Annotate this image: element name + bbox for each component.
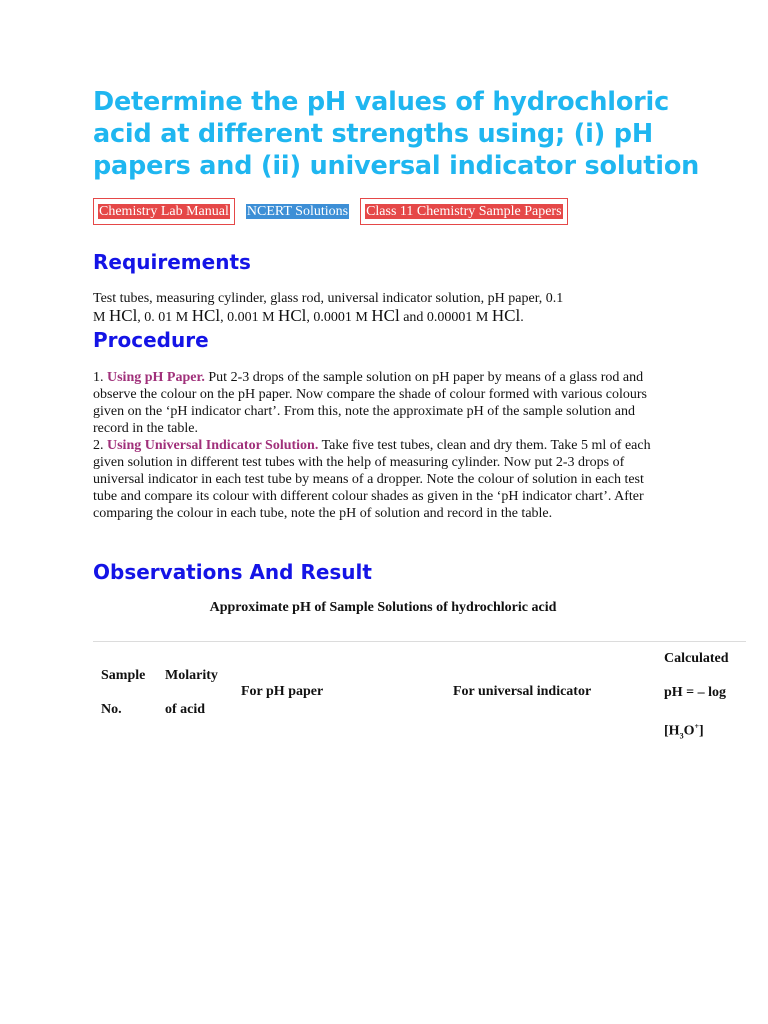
- document-page: [93, 86, 729, 741]
- header-text: Calculated: [664, 651, 729, 666]
- concentration: and 0.00001: [399, 310, 473, 325]
- requirements-text: [93, 290, 671, 326]
- step-number: 1.: [93, 370, 104, 385]
- tag-class-11-sample-papers[interactable]: [360, 198, 567, 225]
- header-text: ]: [699, 723, 704, 739]
- hcl-formula: HCl: [491, 306, 521, 325]
- header-ph-paper: For pH paper: [241, 684, 324, 699]
- hcl-formula: HCl: [371, 306, 400, 325]
- punctuation: .: [520, 310, 524, 325]
- header-text: Sample: [101, 668, 146, 683]
- requirements-line: Test tubes, measuring cylinder, glass rod, universal indicator solution, pH paper, 0.1: [93, 291, 564, 306]
- concentration: , 0.001: [220, 310, 259, 325]
- requirements-heading: Requirements: [93, 250, 251, 274]
- header-text: O: [683, 723, 695, 739]
- tag-chemistry-lab-manual[interactable]: [93, 198, 235, 225]
- header-text: [H: [664, 723, 680, 739]
- hcl-formula: HCl: [108, 306, 138, 325]
- tag-list: [93, 198, 568, 225]
- procedure-heading: Procedure: [93, 328, 209, 352]
- molar-unit: M: [475, 310, 489, 325]
- concentration: , 0.0001: [306, 310, 352, 325]
- header-calculated-ph: [664, 650, 729, 744]
- header-text: pH = – log: [664, 685, 727, 700]
- step-label: Using pH Paper.: [107, 370, 205, 385]
- molar-unit: M: [355, 310, 368, 325]
- molar-unit: M: [262, 310, 275, 325]
- observations-heading: Observations And Result: [93, 560, 372, 584]
- concentration: , 0. 01: [137, 310, 173, 325]
- header-text: of acid: [165, 702, 206, 717]
- table-top-rule: [93, 641, 746, 642]
- header-universal-indicator: For universal indicator: [453, 684, 592, 699]
- hcl-formula: HCl: [278, 306, 307, 325]
- header-sample-no: [101, 667, 145, 718]
- header-text: Molarity: [165, 668, 218, 683]
- tag-label[interactable]: Chemistry Lab Manual: [99, 204, 229, 219]
- step-number: 2.: [93, 438, 104, 453]
- page-title: Determine the pH values of hydrochloric acid at different strengths using; (i) pH papers and (ii) universal indicator solution: [93, 87, 700, 181]
- header-text: No.: [101, 702, 122, 717]
- step-label: Using Universal Indicator Solution.: [107, 438, 319, 453]
- procedure-text: [93, 369, 671, 522]
- step-text: Take five test tubes, clean and dry them. Take 5 ml of each given solution in different test tubes with the help of measuring cylinder. Now put 2-3 drops of universal indicator in each test tube by means of a dropper. Note the colour of solution in each test tube and compare its colour with different colour shades as given in the ‘pH indicator chart’. After comparing the colour in each tube, note the pH of solution and record in the table.: [93, 438, 651, 521]
- tag-label[interactable]: Class 11 Chemistry Sample Papers: [366, 204, 562, 219]
- tag-label[interactable]: NCERT Solutions: [246, 204, 349, 219]
- hcl-formula: HCl: [191, 306, 221, 325]
- superscript: +: [694, 722, 700, 731]
- molar-unit: M: [93, 310, 106, 325]
- step-text: Put 2-3 drops of the sample solution on pH paper by means of a glass rod and observe the colour on the pH paper. Now compare the shade of colour formed with various colours given on the ‘pH indicator chart’. From this, note the approximate pH of the sample solution and record in the table.: [93, 370, 648, 436]
- subscript: 3: [679, 731, 684, 741]
- header-molarity: [165, 667, 218, 718]
- table-caption: Approximate pH of Sample Solutions of hydrochloric acid: [209, 600, 557, 615]
- tag-ncert-solutions[interactable]: [241, 198, 354, 225]
- molar-unit: M: [175, 310, 189, 325]
